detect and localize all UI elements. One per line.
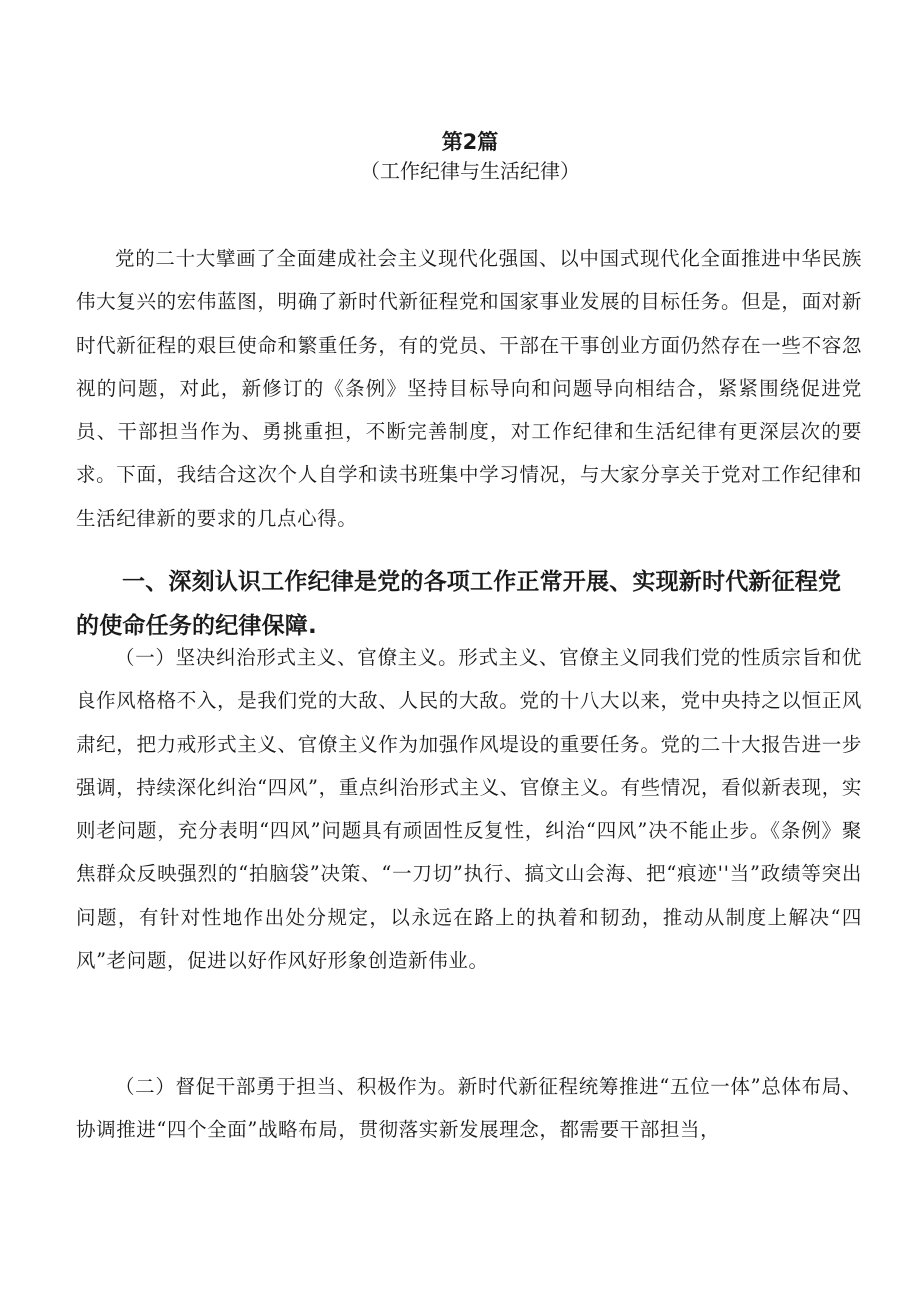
document-title: 第2篇 xyxy=(441,130,499,154)
paragraph-two: （二）督促干部勇于担当、积极作为。新时代新征程统筹推进“五位一体”总体布局、协调推进“四个全面”战略布局，贯彻落实新发展理念，都需要干部担当， xyxy=(76,1075,862,1142)
document-subtitle: （工作纪律与生活纪律） xyxy=(360,159,580,183)
intro-paragraph: 党的二十大擘画了全面建成社会主义现代化强国、以中国式现代化全面推进中华民族伟大复兴的宏伟蓝图，明确了新时代新征程党和国家事业发展的目标任务。但是，面对新时代新征程的艰巨使命和繁重任务，有的党员、干部在干事创业方面仍然存在一些不容忽视的问题，对此，新修订的《条例》坚持目标导向和问题导向相结合，紧紧围绕促进党员、干部担当作为、勇挑重担，不断完善制度，对工作纪律和生活纪律有更深层次的要求。下面，我结合这次个人自学和读书班集中学习情况，与大家分享关于党对工作纪律和生活纪律新的要求的几点心得。 xyxy=(76,247,862,530)
section-heading: 一、深刻认识工作纪律是党的各项工作正常开展、实现新时代新征程党的使命任务的纪律保障. xyxy=(76,569,842,639)
paragraph-one: （一）坚决纠治形式主义、官僚主义。形式主义、官僚主义同我们党的性质宗旨和优良作风格格不入，是我们党的大敌、人民的大敌。党的十八大以来，党中央持之以恒正风肃纪，把力戒形式主义、官僚主义作为加强作风堤设的重要任务。党的二十大报告进一步强调，持续深化纠治“四风”，重点纠治形式主义、官僚主义。有些情况，看似新表现，实则老问题，充分表明“四风”问题具有顽固性反复性，纠治“四风”决不能止步。《条例》聚焦群众反映强烈的“拍脑袋”决策、“一刀切”执行、搞文山会海、把“痕迹''当”政绩等突出问题，有针对性地作出处分规定，以永远在路上的执着和韧劲，推动从制度上解决“四风”老问题，促进以好作风好形象创造新伟业。 xyxy=(76,646,862,973)
